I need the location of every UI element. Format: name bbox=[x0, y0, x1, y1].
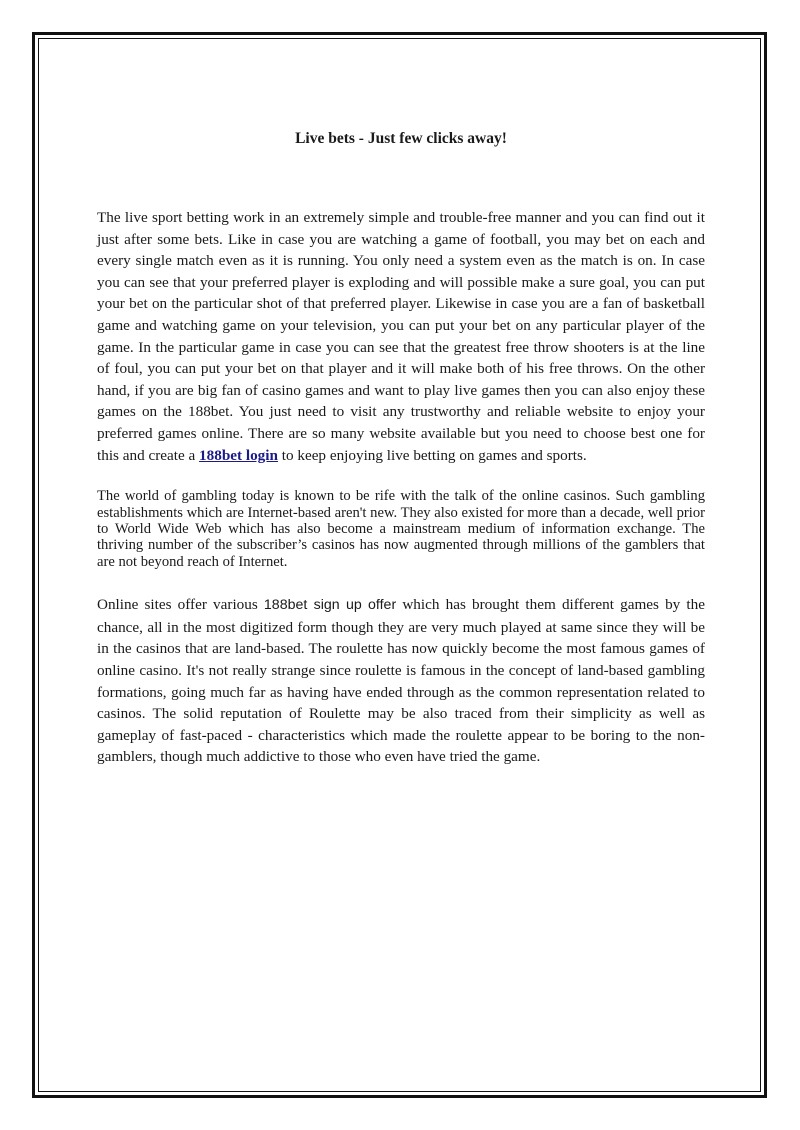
paragraph-roulette bbox=[97, 594, 705, 768]
paragraph-text: Online sites offer various bbox=[97, 596, 264, 614]
document-title: Live bets - Just few clicks away! bbox=[295, 130, 507, 147]
signup-offer-text: 188bet sign up offer bbox=[263, 597, 397, 614]
paragraph-text: which has brought them different games by the chance, all in the most digitized form though they are very much played at same since they will be in the casinos that are land-based. The roulette has now quickly become the most famous games of online casino. It's not really strange since roulette is famous in the concept of land-based gambling formations, going much far as having have ended through as the common representation related to casinos. The solid reputation of Roulette may be also traced from their simplicity as well as gameplay of fast-paced - characteristics which made the roulette appear to be boring to the non-gamblers, though much addictive to those who even have tried the game. bbox=[97, 596, 705, 766]
paragraph-online-casinos: The world of gambling today is known to be rife with the talk of the online casinos. Such gambling establishments which are Internet-based aren't new. They also existed for more than a decade, well prior to World Wide Web which has also become a mainstream medium of information exchange. The thriving number of the subscriber’s casinos has now augmented through millions of the gamblers that are not beyond reach of Internet. bbox=[97, 488, 705, 570]
document-body bbox=[97, 128, 705, 768]
paragraph-text: The live sport betting work in an extremely simple and trouble-free manner and you can find out it just after some bets. Like in case you are watching a game of football, you may bet on each and every single match even as it is running. You only need a system even as the match is on. In case you can see that your preferred player is exploding and will possible make a sure goal, you can put your bet on the particular shot of that preferred player. Likewise in case you are a fan of basketball game and watching game on your television, you can put your bet on any particular player of the game. In the particular game in case you can see that the greatest free throw shooters is at the line of foul, you can put your bet on that player and it will make both of his free throws. On the other hand, if you are big fan of casino games and want to play live games then you can also enjoy these games on the 188bet. You just need to visit any trustworthy and reliable website to enjoy your preferred games online. There are so many website available but you need to choose best one for this and create a bbox=[97, 209, 705, 464]
188bet-login-link[interactable]: 188bet login bbox=[199, 446, 278, 464]
paragraph-live-betting bbox=[97, 207, 705, 466]
paragraph-text: to keep enjoying live betting on games and sports. bbox=[277, 446, 587, 464]
